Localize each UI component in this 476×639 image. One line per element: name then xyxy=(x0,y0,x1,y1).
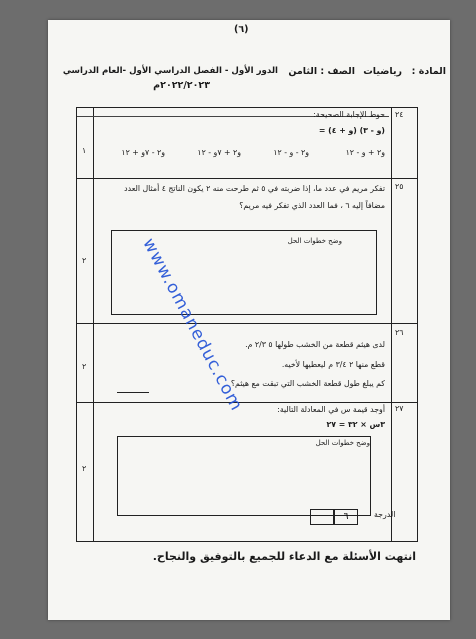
question-expression: (و - ٣) (و + ٤) = xyxy=(318,126,385,135)
question-prompt: حوط الإجابة الصحيحة: xyxy=(313,110,385,119)
question-text: قطع منها ٢ ٣/٤ م ليعطيها لأخيه. xyxy=(281,360,385,369)
answer-option[interactable]: و٢ + و - ١٢ xyxy=(345,148,385,157)
answer-option[interactable]: و٢ - ٧و + ١٢ xyxy=(121,148,165,157)
question-mark: ٢ xyxy=(82,256,87,265)
exam-page xyxy=(48,20,450,620)
question-text: لدى هيثم قطعة من الخشب طولها ٥ ٢/٣ م. xyxy=(245,340,385,349)
answer-box[interactable] xyxy=(117,436,371,516)
closing-text: انتهت الأسئلة مع الدعاء للجميع بالتوفيق والنجاح. xyxy=(152,550,416,563)
subject-label: المادة : xyxy=(411,66,446,77)
answer-blank[interactable] xyxy=(117,392,149,393)
question-mark: ٢ xyxy=(82,464,87,473)
question-text: كم يبلغ طول قطعة الخشب التي تبقت مع هيثم؟ xyxy=(230,379,385,388)
row-divider xyxy=(77,178,417,179)
row-divider xyxy=(77,402,417,403)
mark-column-line xyxy=(93,108,94,541)
watermark: www.omaneduc.com xyxy=(138,235,247,415)
question-mark: ٢ xyxy=(82,362,87,371)
answer-option[interactable]: و٢ - و - ١٢ xyxy=(273,148,309,157)
grade-label: الصف : الثامن xyxy=(288,66,355,77)
page-number: (٦) xyxy=(234,24,249,35)
subject-value: رياضيات xyxy=(363,66,402,77)
steps-label: وضح خطوات الحل xyxy=(287,237,342,245)
term-text: الدور الأول - الفصل الدراسي الأول -العام الدراسي xyxy=(62,66,278,76)
question-text: مضافاً إليه ٦ ، فما العدد الذي تفكر فيه مريم؟ xyxy=(239,201,385,210)
question-prompt: أوجد قيمة س في المعادلة التالية: xyxy=(277,405,385,414)
number-column-line xyxy=(391,108,392,541)
questions-table xyxy=(76,107,418,542)
grade-label: الدرجة xyxy=(374,510,396,519)
row-divider xyxy=(77,323,417,324)
grade-value: ٦ xyxy=(334,509,358,525)
year-text: ٢٠٢٢/٢٠٢٣م xyxy=(153,80,210,91)
question-number: ٢٥ xyxy=(395,182,404,191)
answer-option[interactable]: و٢ + ٧و - ١٢ xyxy=(197,148,241,157)
grade-empty-box xyxy=(310,509,334,525)
question-number: ٢٧ xyxy=(395,404,404,413)
question-number: ٢٦ xyxy=(395,328,404,337)
question-text: تفكر مريم في عدد ما، إذا ضربته في ٥ ثم طرحت منه ٢ يكون الناتج ٤ أمثال العدد xyxy=(124,184,385,193)
steps-label: وضح خطوات الحل xyxy=(315,439,370,447)
question-number: ٢٤ xyxy=(395,110,404,119)
equation: ٣س × ٣٢ = ٢٧ xyxy=(326,420,385,429)
question-mark: ١ xyxy=(82,146,87,155)
